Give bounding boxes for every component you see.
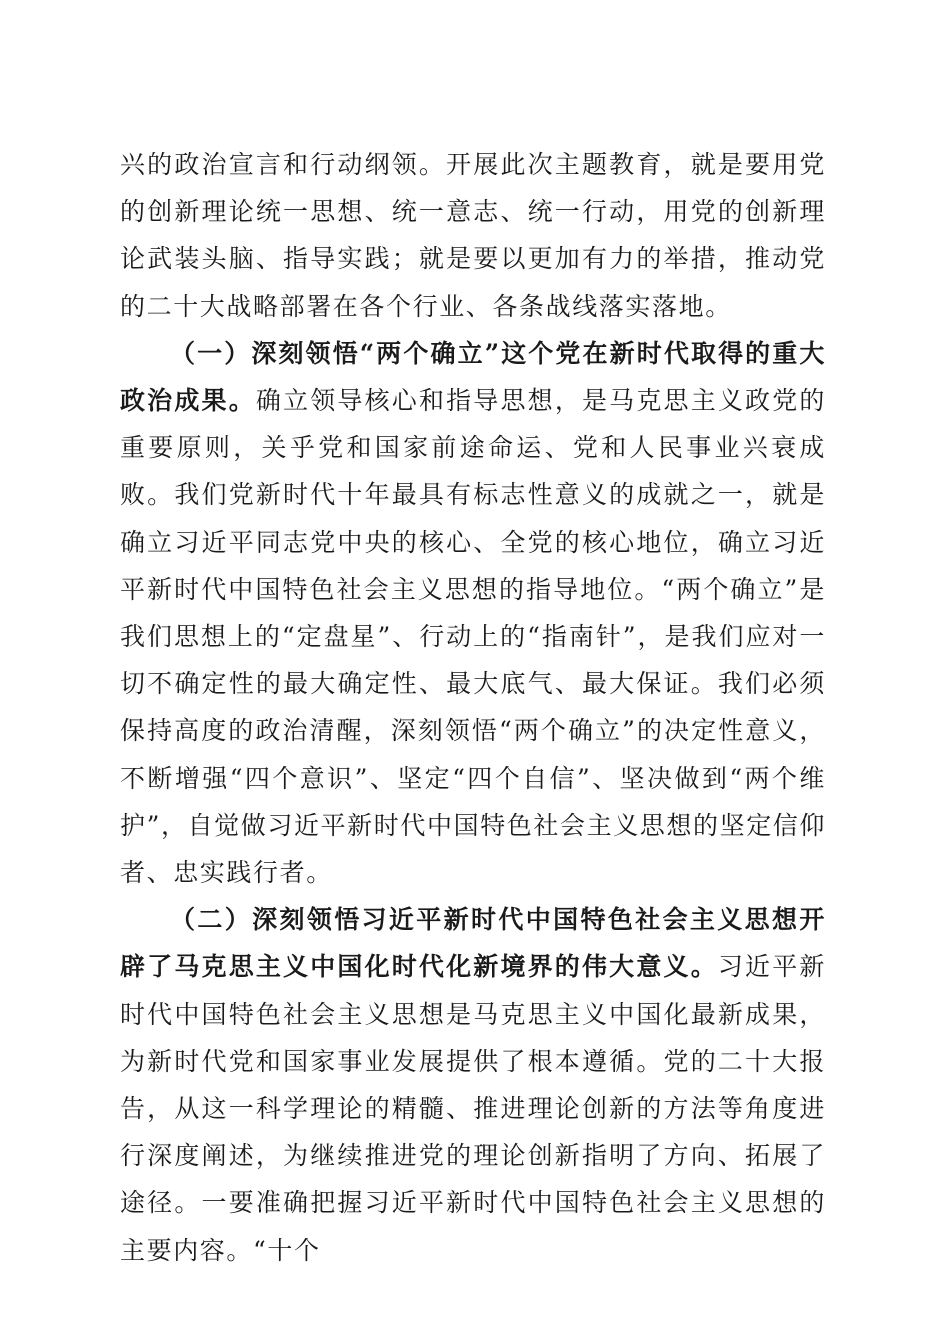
section-two-heading: （二）深刻领悟习近平新时代中国特色社会主义思想开辟了马克思主义中国化时代化新境界的伟大意义。: [120, 905, 826, 982]
paragraph-text: 兴的政治宣言和行动纲领。开展此次主题教育，就是要用党的创新理论统一思想、统一意志、统一行动，用党的创新理论武装头脑、指导实践；就是要以更加有力的举措，推动党的二十大战略部署在各个行业、各条战线落实落地。: [120, 150, 826, 321]
paragraph-continuation: [120, 141, 826, 330]
paragraph-text: 习近平新时代中国特色社会主义思想是马克思主义中国化最新成果，为新时代党和国家事业发展提供了根本遵循。党的二十大报告，从这一科学理论的精髓、推进理论创新的方法等角度进行深度阐述，为继续推进党的理论创新指明了方向、拓展了途径。一要准确把握习近平新时代中国特色社会主义思想的主要内容。“十个: [120, 952, 827, 1265]
paragraph-section-one: [120, 330, 826, 896]
section-one-heading: （一）深刻领悟“两个确立”这个党在新时代取得的重大政治成果。: [120, 338, 826, 416]
paragraph-section-two: [120, 896, 826, 1274]
document-body: [120, 141, 826, 1274]
paragraph-text: 确立领导核心和指导思想，是马克思主义政党的重要原则，关乎党和国家前途命运、党和人民事业兴衰成败。我们党新时代十年最具有标志性意义的成就之一，就是确立习近平同志党中央的核心、全党的核心地位，确立习近平新时代中国特色社会主义思想的指导地位。“两个确立”是我们思想上的“定盘星”、行动上的“指南针”，是我们应对一切不确定性的最大确定性、最大底气、最大保证。我们必须保持高度的政治清醒，深刻领悟“两个确立”的决定性意义，不断增强“四个意识”、坚定“四个自信”、坚决做到“两个维护”，自觉做习近平新时代中国特色社会主义思想的坚定信仰者、忠实践行者。: [120, 386, 826, 888]
